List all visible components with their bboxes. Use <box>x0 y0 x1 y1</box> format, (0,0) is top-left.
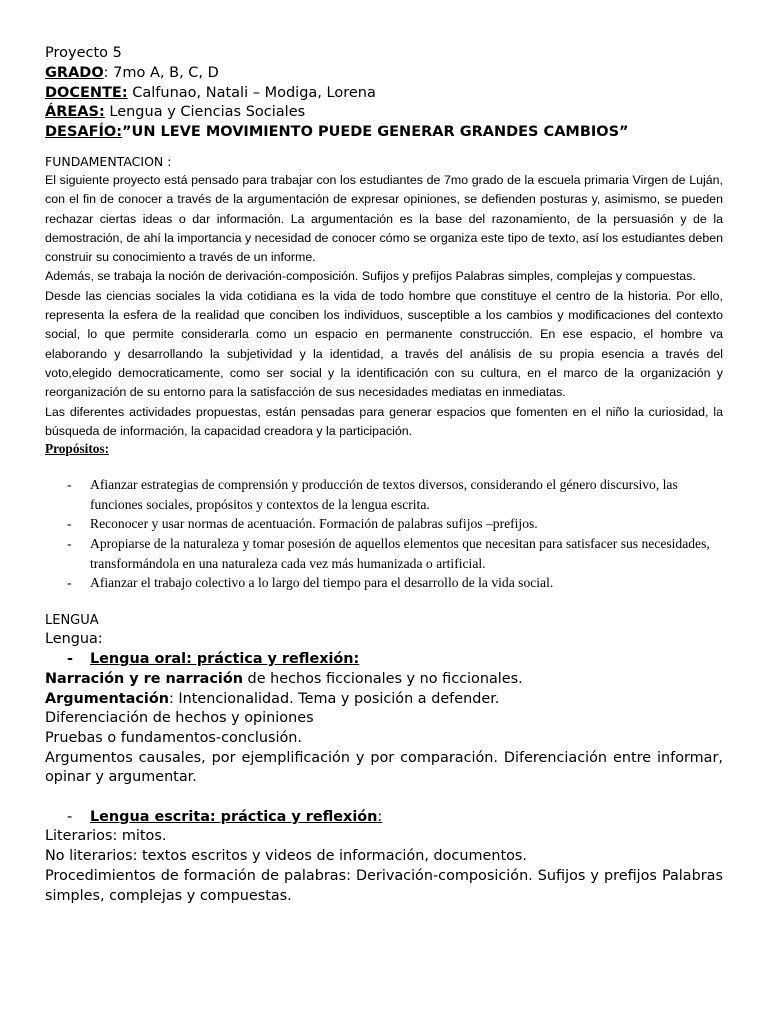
fundamentacion-paragraph: El siguiente proyecto está pensado para trabajar con los estudiantes de 7mo grado de la escuela primaria Virgen de Luján, con el fin de conocer a través de la argumentación de expresar opiniones, se defienden posturas y, asimismo, se pueden rechazar ciertas ideas o dar información. La argumentación es la base del razonamiento, de la persuasión y de la demostración, de ahí la importancia y necesidad de conocer cómo se organiza este tipo de texto, así los estudiantes deben construir su conocimiento a través de un informe. <box>45 172 723 265</box>
grado-line <box>45 64 723 84</box>
literarios-line: Literarios: mitos. <box>45 828 167 845</box>
list-dash: - <box>67 516 72 532</box>
list-dash: - <box>67 651 73 668</box>
project-number: Proyecto 5 <box>45 45 122 61</box>
argumentos-line: Argumentos causales, por ejemplificación y por comparación. Diferenciación entre informar, opinar y argumentar. <box>45 749 723 786</box>
areas-value: Lengua y Ciencias Sociales <box>104 104 306 121</box>
narracion-line <box>45 670 723 690</box>
grado-value: : 7mo A, B, C, D <box>103 64 219 81</box>
procedimientos-line: Procedimientos de formación de palabras: Derivación-composición. Sufijos y prefijos Palabras simples, complejas y compuestas. <box>45 867 723 904</box>
pruebas-line: Pruebas o fundamentos-conclusión. <box>45 729 302 746</box>
fundamentacion-paragraph: Desde las ciencias sociales la vida cotidiana es la vida de todo hombre que constituye el centro de la historia. Por ello, representa la esfera de la realidad que conciben los individuos, susceptible a los cambios y modificaciones del contexto social, lo que permite considerarla como un espacio en permanente construcción. En ese espacio, el hombre va elaborando y desarrollando la subjetividad y la identidad, a través del análisis de su propia esencia a través del voto,elegido democraticamente, como ser social y la identificación con su cultura, en el marco de la organización y reorganización de su entorno para la satisfacción de sus necesidades mediatas en inmediatas. <box>45 288 723 400</box>
areas-label: ÁREAS: <box>45 104 105 121</box>
list-item-text: Apropiarse de la naturaleza y tomar posesión de aquellos elementos que necesitan para satisfacer sus necesidades, transformándola en una naturaleza cada vez más humanizada o artificial. <box>90 535 710 571</box>
narracion-term: Narración y re narración <box>45 670 243 687</box>
lengua-escrita-heading <box>45 808 723 828</box>
project-header <box>45 44 723 143</box>
argumentacion-text: : Intencionalidad. Tema y posición a defender. <box>168 690 500 707</box>
docente-value: Calfunao, Natali – Modiga, Lorena <box>127 84 376 101</box>
docente-line <box>45 84 723 104</box>
list-item <box>45 514 723 534</box>
list-dash: - <box>67 808 73 825</box>
lengua-escrita-colon: : <box>377 808 383 825</box>
lengua-section <box>45 611 723 907</box>
list-item-text: Reconocer y usar normas de acentuación. Formación de palabras sufijos –prefijos. <box>90 516 538 532</box>
docente-label: DOCENTE: <box>45 84 128 101</box>
no-literarios-line: No literarios: textos escritos y videos de información, documentos. <box>45 848 527 865</box>
list-item <box>45 534 723 573</box>
desafio-value: ”UN LEVE MOVIMIENTO PUEDE GENERAR GRANDES CAMBIOS” <box>122 124 629 141</box>
argumentacion-term: Argumentación <box>45 690 169 707</box>
fundamentacion-body <box>45 171 723 441</box>
narracion-text: de hechos ficcionales y no ficcionales. <box>242 670 523 687</box>
lengua-oral-title: Lengua oral: práctica y reflexión: <box>90 651 360 668</box>
propositos-title: Propósitos: <box>45 441 110 457</box>
fundamentacion-paragraph: Además, se trabaja la noción de derivación-composición. Sufijos y prefijos Palabras simples, complejas y compuestas. <box>45 269 696 284</box>
list-dash: - <box>67 575 72 591</box>
desafio-label: DESAFÍO: <box>45 124 123 141</box>
grado-label: GRADO <box>45 64 104 81</box>
document-page <box>45 44 723 906</box>
lengua-escrita-title: Lengua escrita: práctica y reflexión <box>90 808 378 825</box>
list-dash: - <box>67 535 72 551</box>
lengua-heading-upper: LENGUA <box>45 612 99 628</box>
areas-line <box>45 103 723 123</box>
fundamentacion-title: FUNDAMENTACION : <box>45 153 172 169</box>
fundamentacion-paragraph: Las diferentes actividades propuestas, están pensadas para generar espacios que fomenten en el niño la curiosidad, la búsqueda de información, la capacidad creadora y la participación. <box>45 404 723 438</box>
list-item-text: Afianzar el trabajo colectivo a lo largo del tiempo para el desarrollo de la vida social. <box>90 575 554 591</box>
list-item <box>45 573 723 593</box>
lengua-heading: Lengua: <box>45 631 103 648</box>
list-dash: - <box>67 477 72 493</box>
diferenciacion-line: Diferenciación de hechos y opiniones <box>45 710 314 727</box>
list-item <box>45 475 723 514</box>
list-item-text: Afianzar estrategias de comprensión y producción de textos diversos, considerando el género discursivo, las funciones sociales, propósitos y contextos de la lengua escrita. <box>90 477 678 512</box>
desafio-line <box>45 123 723 143</box>
propositos-list <box>45 475 723 593</box>
argumentacion-line <box>45 690 723 710</box>
lengua-oral-heading <box>45 650 723 670</box>
